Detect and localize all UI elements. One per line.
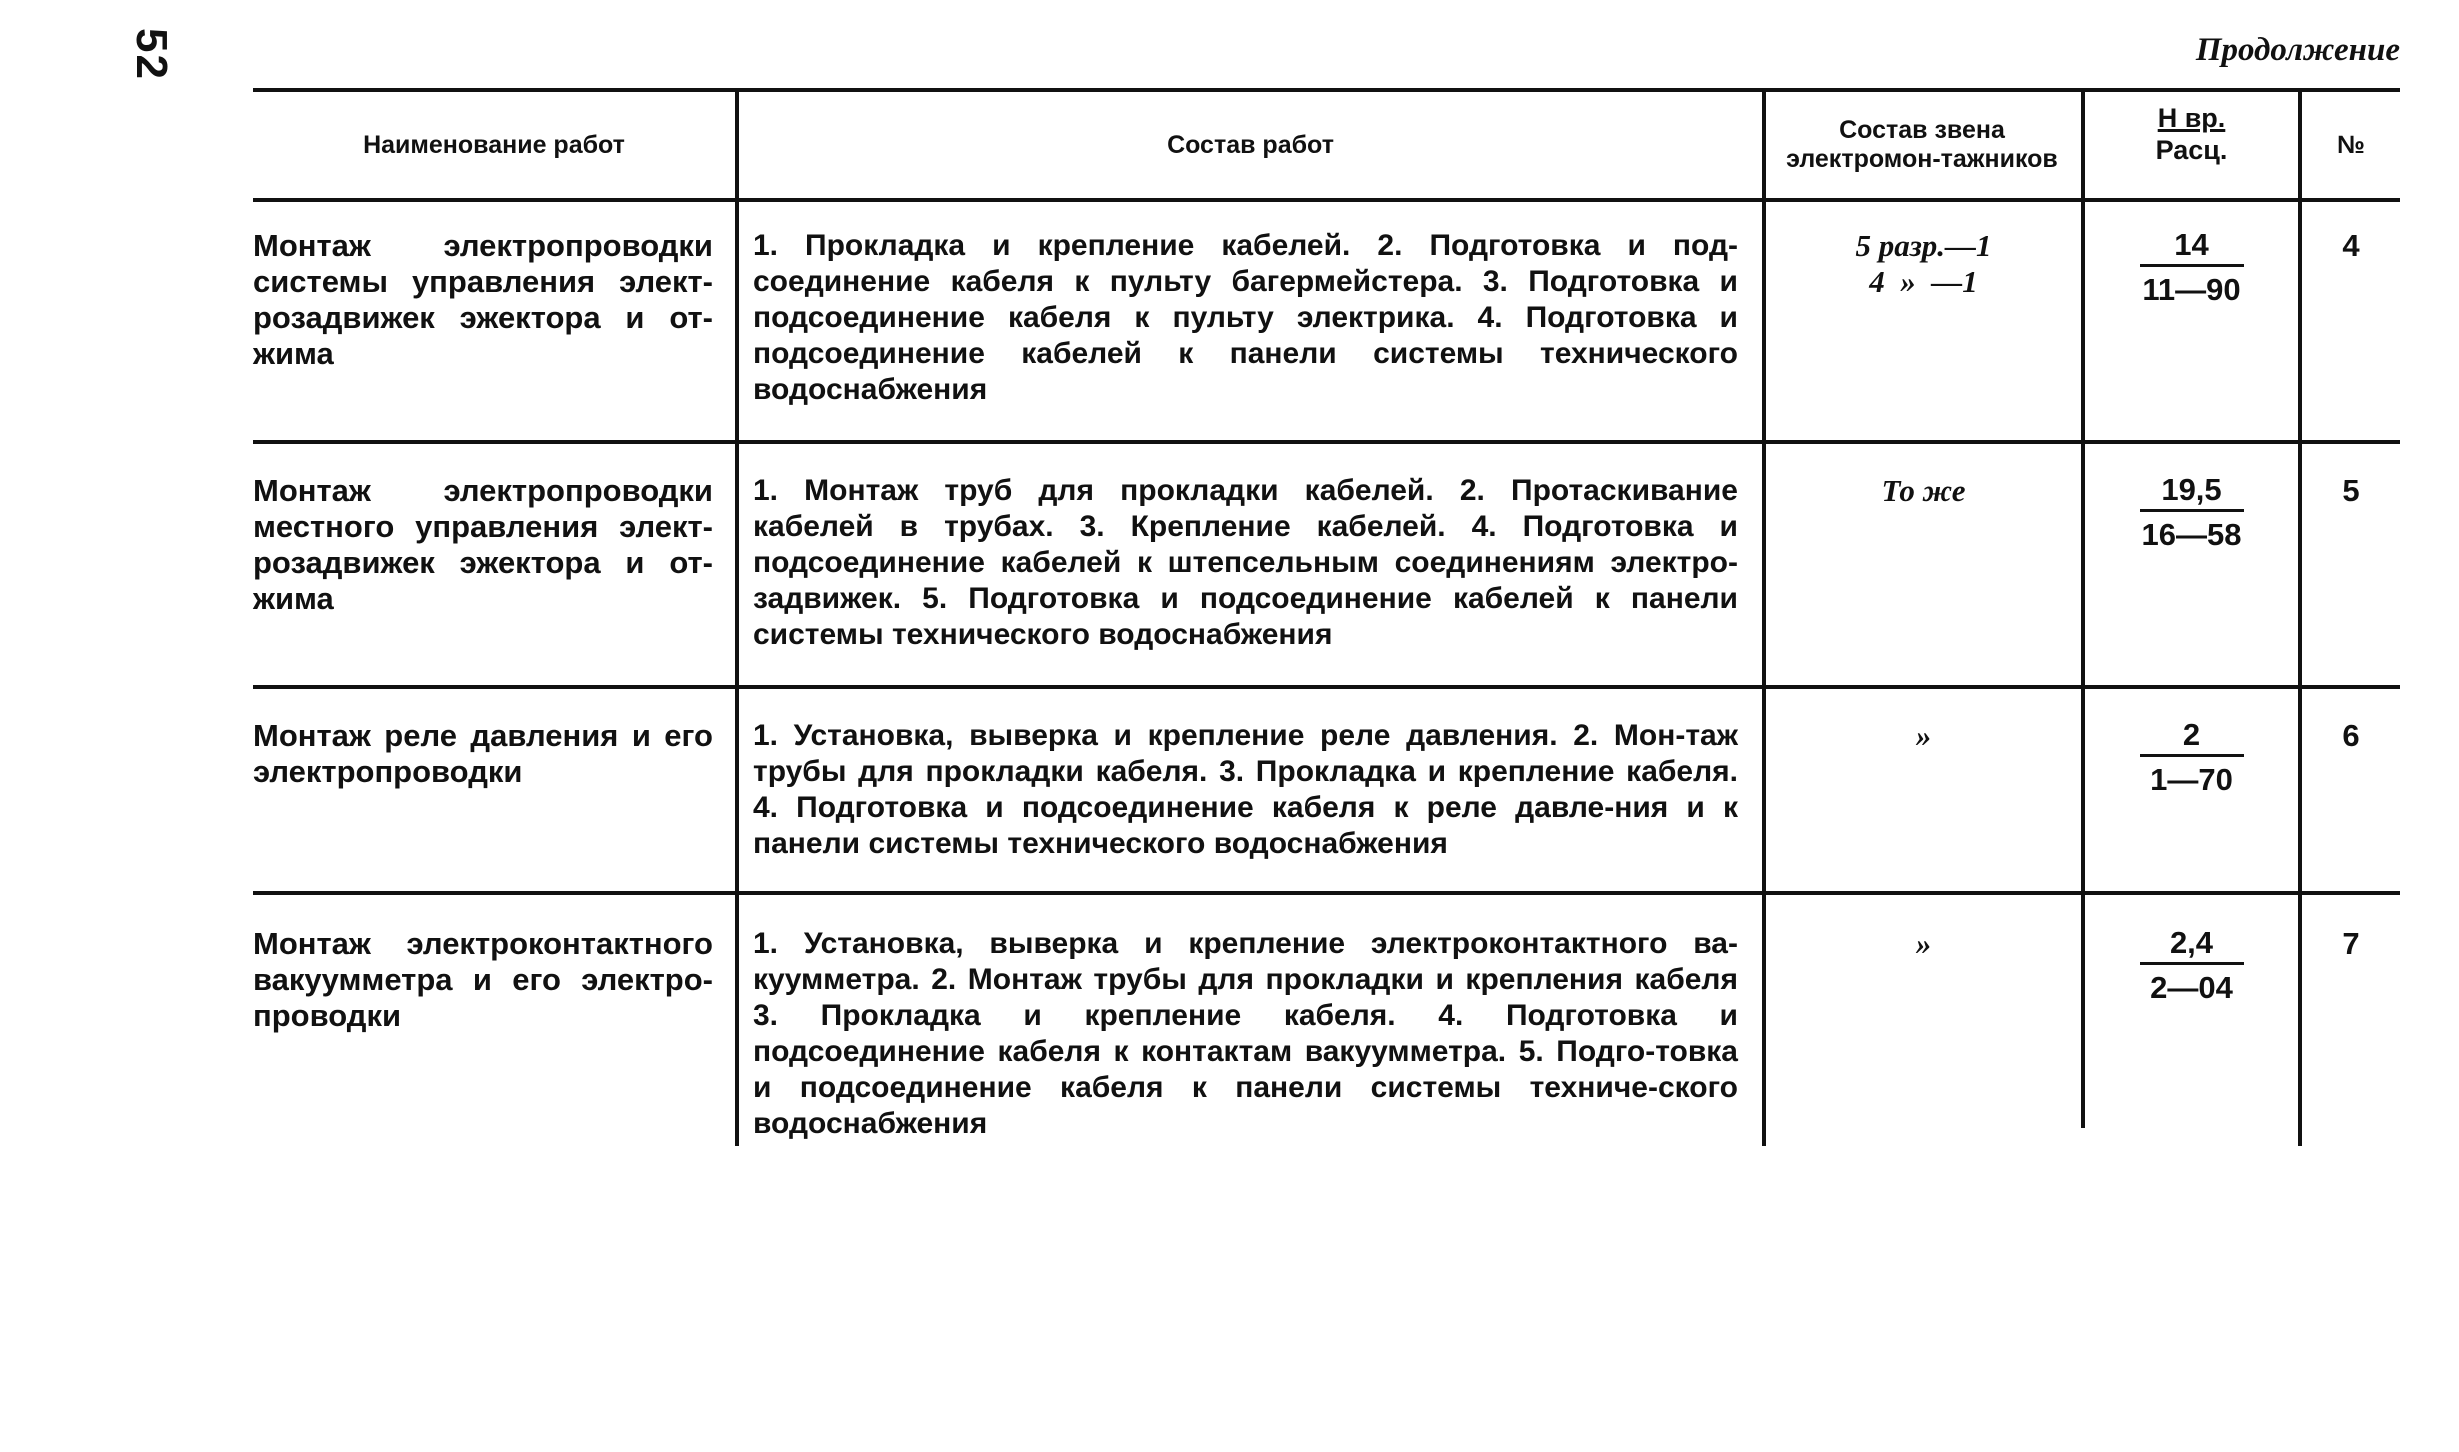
row-4-number: 7 [2342, 926, 2360, 961]
header-norm [2085, 102, 2298, 198]
row-1-norm-time: 14 [2174, 227, 2209, 262]
row-3-fraction-bar [2140, 754, 2244, 757]
row-2-rate: 16—58 [2141, 517, 2242, 552]
row-1-crew-line2: 4 » —1 [1869, 264, 1978, 299]
row-4-norm [2085, 926, 2298, 1005]
row-2-fraction-bar [2140, 509, 2244, 512]
row-1-composition: 1. Прокладка и крепление кабелей. 2. Подготовка и под-соединение кабеля к пульту багермейстера. 3. Подготовка и подсоединение кабеля к пульту электрика. 4. Подготовка и подсоединение кабелей к панели системы технического водоснабжения [753, 229, 1738, 406]
row-1-fraction-bar [2140, 264, 2244, 267]
row-4-rate: 2—04 [2150, 970, 2233, 1005]
header-norm-rate: Расц. [2155, 135, 2228, 165]
row-4-composition: 1. Установка, выверка и крепление электроконтактного ва-куумметра. 2. Монтаж трубы для прокладки и крепления кабеля 3. Прокладка и крепление кабеля. 4. Подготовка и подсоединение кабеля к контактам вакуумметра. 5. Подго-товка и подсоединение кабеля к панели системы техниче-ского водоснабжения [753, 927, 1738, 1140]
row-3-name: Монтаж реле давления и его электропроводки [253, 718, 713, 789]
row-2-name: Монтаж электропроводки местного управления элект-розадвижек эжектора и от-жима [253, 473, 713, 616]
row-1-norm [2085, 228, 2298, 307]
row-1-crew-line1: 5 разр.—1 [1855, 228, 1992, 263]
row-3-crew-line1: » [1915, 718, 1932, 753]
header-number: № [2337, 130, 2365, 159]
row-4-fraction-bar [2140, 962, 2244, 965]
row-3-number: 6 [2342, 718, 2360, 753]
row-rule-1 [253, 440, 2400, 444]
row-3-rate: 1—70 [2150, 762, 2233, 797]
row-2-crew-line1: То же [1881, 473, 1966, 508]
row-rule-3 [253, 891, 2400, 895]
row-3-composition: 1. Установка, выверка и крепление реле давления. 2. Мон-таж трубы для прокладки кабеля. 3. Прокладка и крепление кабеля. 4. Подготовка и подсоединение кабеля к реле давле-ния и к панели системы технического водоснабжения [753, 719, 1738, 860]
row-1-number: 4 [2342, 228, 2360, 263]
header-name: Наименование работ [363, 130, 625, 159]
row-2-composition: 1. Монтаж труб для прокладки кабелей. 2. Протаскивание кабелей в трубах. 3. Крепление кабелей. 4. Подготовка и подсоединение кабелей к штепсельным соединениям электро-задвижек. 5. Подготовка и подсоединение кабелей к панели системы технического водоснабжения [753, 474, 1738, 651]
row-4-norm-time: 2,4 [2169, 925, 2214, 960]
row-rule-2 [253, 685, 2400, 689]
row-2-norm-time: 19,5 [2161, 472, 2222, 507]
header-composition: Состав работ [1167, 130, 1334, 159]
row-4-crew-line1: » [1915, 926, 1932, 961]
row-3-crew [1766, 718, 2081, 754]
row-4-crew [1766, 926, 2081, 962]
continuation-label: Продолжение [2195, 32, 2400, 68]
header-bottom-rule [253, 198, 2400, 202]
row-3-norm [2085, 718, 2298, 797]
row-2-norm [2085, 473, 2298, 552]
row-1-crew [1766, 228, 2081, 300]
row-3-norm-time: 2 [2182, 717, 2201, 752]
page-number: 52 [127, 28, 176, 81]
row-2-crew [1766, 473, 2081, 509]
row-2-number: 5 [2342, 473, 2360, 508]
row-1-name: Монтаж электропроводки системы управления элект-розадвижек эжектора и от-жима [253, 228, 713, 371]
header-norm-time: Н вр. [2157, 103, 2226, 133]
header-crew: Состав звена электромон-тажников [1786, 116, 2058, 173]
row-1-rate: 11—90 [2142, 272, 2241, 307]
row-4-name: Монтаж электроконтактного вакуумметра и его электро-проводки [253, 926, 713, 1033]
